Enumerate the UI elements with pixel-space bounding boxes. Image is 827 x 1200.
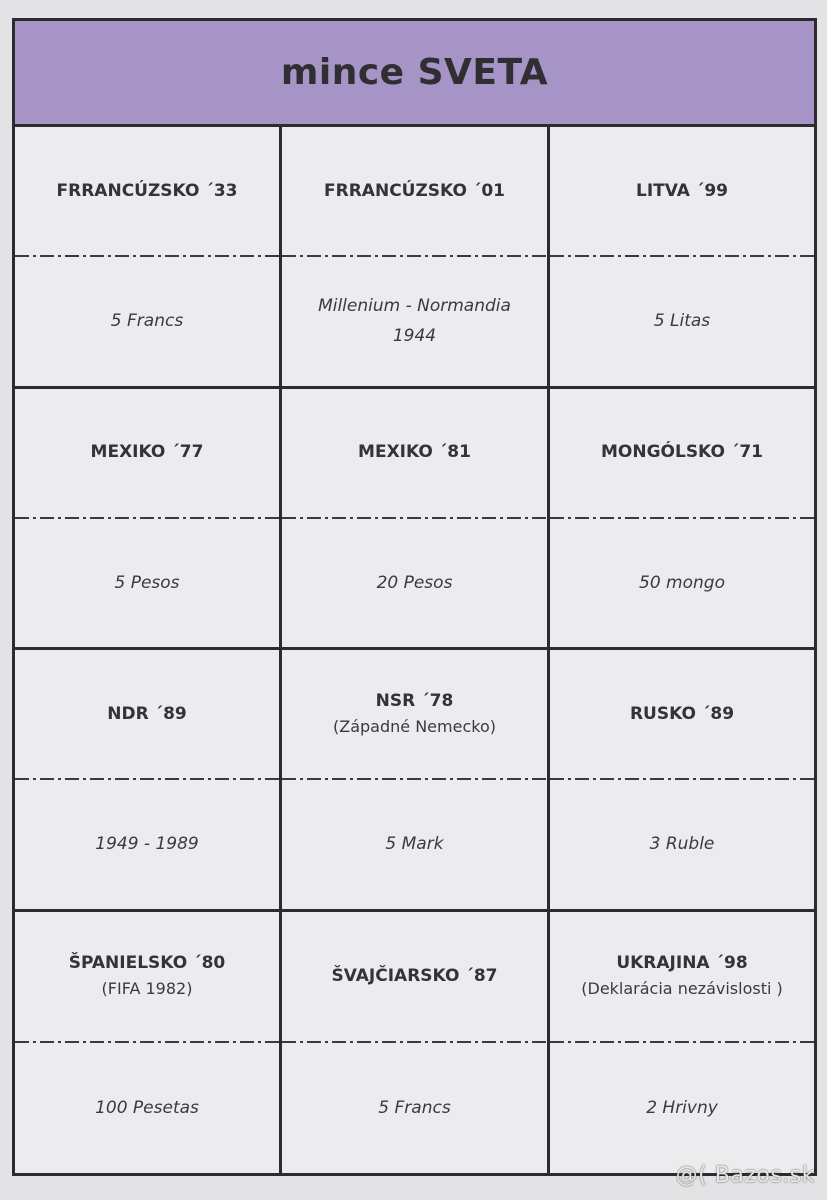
coin-country-year: MEXIKO ´77 bbox=[90, 442, 204, 463]
coin-card-value bbox=[15, 519, 279, 647]
coin-card bbox=[15, 127, 282, 389]
coin-card-value bbox=[550, 519, 814, 647]
coin-denomination: 3 Ruble bbox=[649, 834, 715, 855]
coin-country-year: ŠVAJČIARSKO ´87 bbox=[331, 965, 498, 986]
coin-note: (Deklarácia nezávislosti ) bbox=[581, 979, 783, 999]
coin-country-year: FRRANCÚZSKO ´33 bbox=[56, 180, 238, 201]
coin-card bbox=[15, 912, 282, 1174]
coin-card bbox=[282, 127, 550, 389]
coin-card-header bbox=[15, 912, 279, 1042]
coin-card-header bbox=[282, 389, 547, 517]
coin-card-header bbox=[282, 912, 547, 1042]
coin-country-year: UKRAJINA ´98 bbox=[616, 953, 748, 974]
coin-country-year: FRRANCÚZSKO ´01 bbox=[324, 180, 505, 201]
coin-denomination: 5 Mark bbox=[385, 834, 444, 855]
coin-card-value bbox=[550, 1043, 814, 1173]
coin-card-value bbox=[15, 257, 279, 385]
coin-card-header bbox=[550, 650, 814, 778]
coin-card-header bbox=[550, 389, 814, 517]
coin-denomination: 5 Francs bbox=[378, 1097, 451, 1118]
coin-card-value bbox=[15, 1043, 279, 1173]
coin-denomination: 1944 bbox=[392, 326, 437, 347]
coin-denomination: 5 Francs bbox=[110, 311, 184, 332]
coin-card-value bbox=[550, 257, 814, 385]
coin-card-value bbox=[15, 780, 279, 908]
coin-denomination: 20 Pesos bbox=[376, 572, 453, 593]
coin-country-year: LITVA ´99 bbox=[636, 180, 728, 201]
coin-card bbox=[550, 127, 814, 389]
coin-card-value bbox=[282, 780, 547, 908]
coin-denomination: 5 Pesos bbox=[114, 572, 180, 593]
coin-card bbox=[282, 650, 550, 912]
coin-card-header bbox=[282, 650, 547, 778]
coin-card-value bbox=[282, 1043, 547, 1173]
coin-denomination: 50 mongo bbox=[639, 572, 725, 593]
coin-sheet bbox=[12, 18, 817, 1176]
coin-note: (Západné Nemecko) bbox=[333, 717, 496, 736]
coin-card bbox=[550, 389, 814, 651]
coin-country-year: NSR ´78 bbox=[375, 691, 454, 712]
coin-country-year: MONGÓLSKO ´71 bbox=[600, 442, 763, 463]
sheet-header bbox=[15, 21, 814, 127]
coin-card bbox=[15, 650, 282, 912]
coin-card-value bbox=[282, 257, 547, 385]
coin-note: (FIFA 1982) bbox=[101, 979, 193, 999]
coin-denomination: 1949 - 1989 bbox=[95, 834, 199, 855]
coin-card-header bbox=[15, 650, 279, 778]
coin-card bbox=[15, 389, 282, 651]
sheet-title: mince SVETA bbox=[280, 52, 549, 93]
coin-card-header bbox=[15, 127, 279, 255]
coin-denomination: 5 Litas bbox=[653, 311, 711, 332]
coin-country-year: MEXIKO ´81 bbox=[358, 442, 471, 463]
coin-grid bbox=[15, 127, 814, 1173]
coin-card-header bbox=[15, 389, 279, 517]
coin-card bbox=[550, 912, 814, 1174]
coin-denomination: Millenium - Normandia bbox=[318, 295, 511, 316]
coin-country-year: NDR ´89 bbox=[107, 703, 187, 724]
coin-card-value bbox=[282, 519, 547, 647]
coin-card-header bbox=[282, 127, 547, 255]
coin-card bbox=[282, 389, 550, 651]
coin-country-year: RUSKO ´89 bbox=[629, 703, 735, 724]
coin-card bbox=[550, 650, 814, 912]
coin-card bbox=[282, 912, 550, 1174]
coin-card-header bbox=[550, 912, 814, 1042]
bazos-watermark: @( Bazos.sk bbox=[675, 1163, 815, 1188]
coin-country-year: ŠPANIELSKO ´80 bbox=[68, 953, 226, 974]
coin-denomination: 2 Hrivny bbox=[646, 1097, 718, 1118]
coin-card-header bbox=[550, 127, 814, 255]
coin-card-value bbox=[550, 780, 814, 908]
coin-denomination: 100 Pesetas bbox=[95, 1097, 199, 1118]
